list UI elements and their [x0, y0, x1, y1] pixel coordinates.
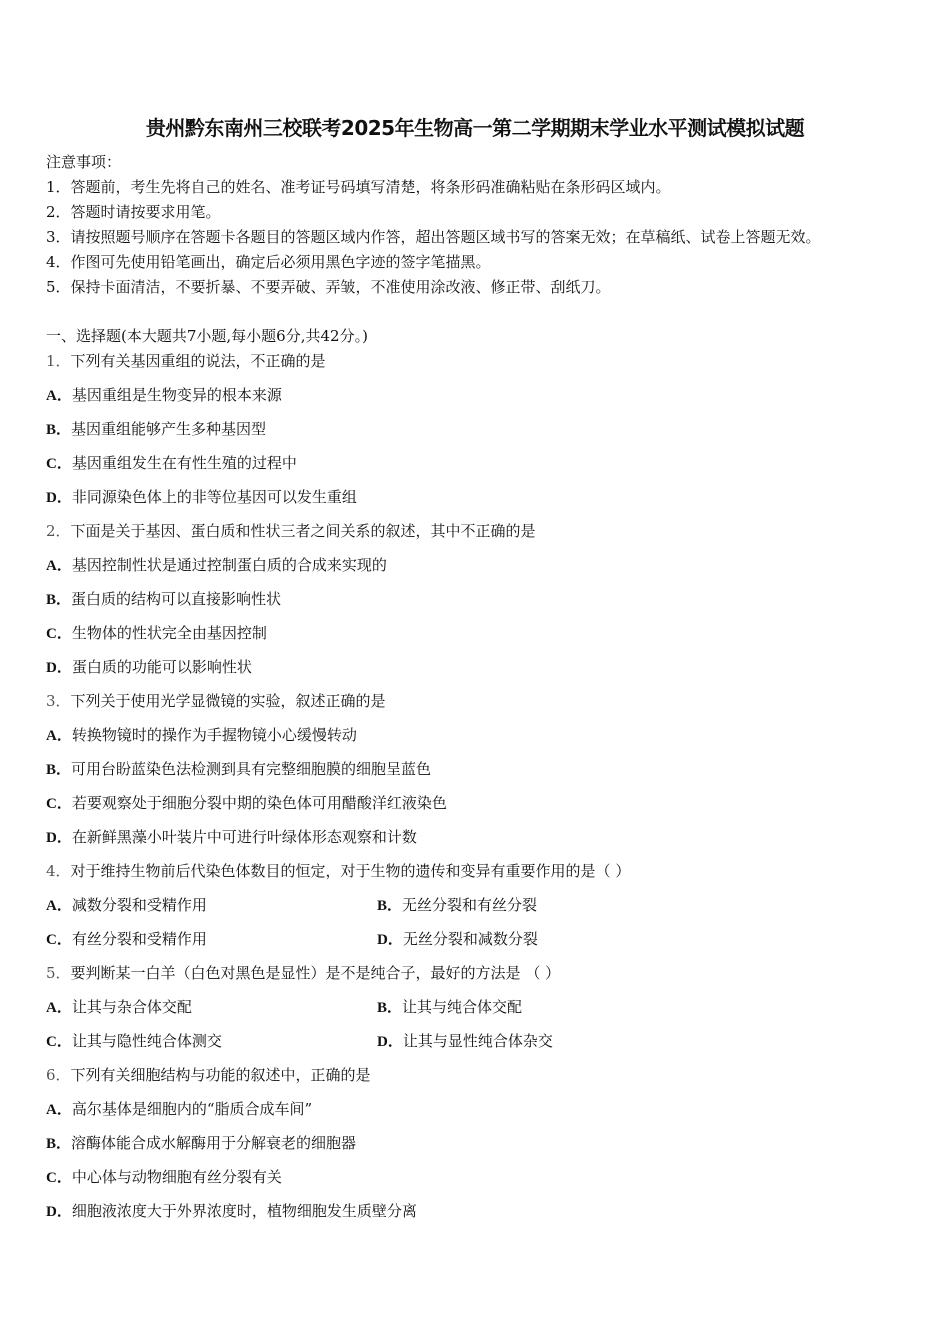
option-text: 基因重组能够产生多种基因型 [71, 420, 267, 438]
option [46, 454, 297, 473]
question-stem [46, 1066, 371, 1084]
option-letter: A． [46, 558, 72, 574]
question-number: 1． [46, 352, 71, 370]
option-text: 生物体的性状完全由基因控制 [71, 624, 267, 642]
option [377, 998, 522, 1017]
option-text: 蛋白质的功能可以影响性状 [71, 658, 252, 676]
option [377, 1032, 553, 1051]
question-number: 6． [46, 1066, 71, 1084]
option [46, 1134, 356, 1153]
option [46, 726, 357, 745]
option [46, 386, 282, 405]
option-text: 让其与杂合体交配 [71, 998, 192, 1016]
option-text: 基因重组发生在有性生殖的过程中 [71, 454, 297, 472]
option-text: 蛋白质的结构可以直接影响性状 [71, 590, 282, 608]
option-text: 让其与纯合体交配 [402, 998, 523, 1016]
option-letter: D． [46, 660, 72, 676]
option [46, 624, 267, 643]
option-letter: B． [46, 1136, 72, 1152]
option-text: 细胞液浓度大于外界浓度时，植物细胞发生质壁分离 [71, 1202, 417, 1220]
option-text: 转换物镜时的操作为手握物镜小心缓慢转动 [71, 726, 357, 744]
option-letter: A． [46, 388, 72, 404]
option-text: 若要观察处于细胞分裂中期的染色体可用醋酸洋红液染色 [71, 794, 447, 812]
option-letter: A． [46, 728, 72, 744]
option-text: 减数分裂和受精作用 [71, 896, 207, 914]
question-number: 4． [46, 862, 71, 880]
option-letter: C． [46, 1170, 72, 1186]
option [46, 590, 281, 609]
option-letter: C． [46, 932, 72, 948]
option [46, 896, 207, 915]
question-text: 下面是关于基因、蛋白质和性状三者之间关系的叙述，其中不正确的是 [70, 522, 536, 540]
option [46, 658, 252, 677]
question-stem [46, 522, 536, 540]
option [46, 930, 207, 949]
option [46, 998, 192, 1017]
option-letter: B． [377, 1000, 403, 1016]
option [46, 1100, 312, 1119]
option-letter: A． [46, 898, 72, 914]
option-text: 有丝分裂和受精作用 [71, 930, 207, 948]
option-text: 溶酶体能合成水解酶用于分解衰老的细胞器 [71, 1134, 357, 1152]
page-title: 贵州黔东南州三校联考2025年生物高一第二学期期末学业水平测试模拟试题 [145, 116, 805, 140]
question-stem [46, 862, 630, 880]
option-letter: C． [46, 796, 72, 812]
option [377, 930, 538, 949]
question-number: 2． [46, 522, 71, 540]
option [46, 1032, 222, 1051]
option-letter: C． [46, 456, 72, 472]
option-text: 非同源染色体上的非等位基因可以发生重组 [71, 488, 357, 506]
option-text: 在新鲜黑藻小叶装片中可进行叶绿体形态观察和计数 [71, 828, 417, 846]
option [46, 556, 387, 575]
option [46, 828, 417, 847]
question-text: 下列有关细胞结构与功能的叙述中，正确的是 [70, 1066, 371, 1084]
notice-heading: 注意事项： [46, 153, 122, 171]
option-letter: B． [46, 762, 72, 778]
option [46, 488, 357, 507]
option-text: 基因重组是生物变异的根本来源 [71, 386, 282, 404]
question-text: 要判断某一白羊（白色对黑色是显性）是不是纯合子，最好的方法是 （ ） [70, 964, 561, 982]
question-number: 5． [46, 964, 71, 982]
option [377, 896, 537, 915]
option-letter: A． [46, 1000, 72, 1016]
option [46, 1202, 417, 1221]
notice-item: 5．保持卡面清洁，不要折暴、不要弄破、弄皱，不准使用涂改液、修正带、刮纸刀。 [46, 278, 611, 296]
question-stem [46, 352, 326, 370]
option-letter: D． [46, 830, 72, 846]
question-stem [46, 692, 386, 710]
option-text: 让其与隐性纯合体测交 [71, 1032, 222, 1050]
option-text: 无丝分裂和有丝分裂 [402, 896, 538, 914]
option-letter: D． [377, 932, 403, 948]
question-text: 对于维持生物前后代染色体数目的恒定，对于生物的遗传和变异有重要作用的是（ ） [70, 862, 631, 880]
question-number: 3． [46, 692, 71, 710]
option [46, 1168, 282, 1187]
notice-item: 4．作图可先使用铅笔画出，确定后必须用黑色字迹的签字笔描黑。 [46, 253, 491, 271]
section-heading: 一、选择题(本大题共7小题,每小题6分,共42分。) [46, 327, 368, 345]
question-text: 下列关于使用光学显微镜的实验，叙述正确的是 [70, 692, 386, 710]
option-text: 高尔基体是细胞内的“脂质合成车间” [71, 1100, 313, 1118]
option-letter: D． [377, 1034, 403, 1050]
option-letter: B． [46, 422, 72, 438]
option-letter: C． [46, 1034, 72, 1050]
option-text: 中心体与动物细胞有丝分裂有关 [71, 1168, 282, 1186]
option-letter: C． [46, 626, 72, 642]
option-text: 基因控制性状是通过控制蛋白质的合成来实现的 [71, 556, 387, 574]
notice-item: 3．请按照题号顺序在答题卡各题目的答题区域内作答，超出答题区域书写的答案无效；在草稿纸、试卷上答题无效。 [46, 228, 821, 246]
question-stem [46, 964, 560, 982]
option-letter: D． [46, 1204, 72, 1220]
option-text: 无丝分裂和减数分裂 [402, 930, 538, 948]
question-text: 下列有关基因重组的说法，不正确的是 [70, 352, 326, 370]
option [46, 794, 447, 813]
notice-item: 1．答题前，考生先将自己的姓名、准考证号码填写清楚，将条形码准确粘贴在条形码区域内。 [46, 178, 671, 196]
option-letter: D． [46, 490, 72, 506]
option [46, 760, 431, 779]
notice-item: 2．答题时请按要求用笔。 [46, 203, 221, 221]
option-letter: A． [46, 1102, 72, 1118]
option-text: 让其与显性纯合体杂交 [402, 1032, 553, 1050]
option-text: 可用台盼蓝染色法检测到具有完整细胞膜的细胞呈蓝色 [71, 760, 432, 778]
option-letter: B． [46, 592, 72, 608]
option-letter: B． [377, 898, 403, 914]
option [46, 420, 266, 439]
